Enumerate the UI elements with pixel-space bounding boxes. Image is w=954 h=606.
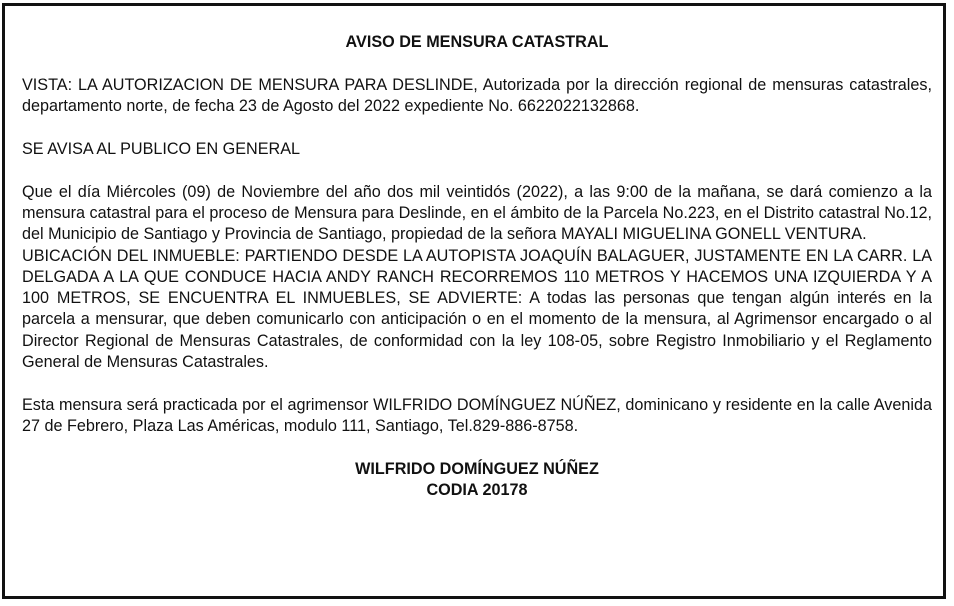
spacer [22, 373, 932, 395]
spacer [22, 160, 932, 182]
notice-title: AVISO DE MENSURA CATASTRAL [345, 33, 609, 51]
signature-codia: CODIA 20178 [426, 481, 528, 500]
surveyor-paragraph: Esta mensura será practicada por el agrimensor WILFRIDO DOMÍNGUEZ NÚÑEZ, dominicano y residente en la calle Avenida 27 de Febrero, Plaza Las Américas, modulo 111, Santiago, Tel.829-886-8758. [22, 395, 932, 436]
notice-body [22, 32, 932, 502]
signature-name: WILFRIDO DOMÍNGUEZ NÚÑEZ [355, 459, 599, 478]
spacer [22, 53, 932, 75]
public-notice-line: SE AVISA AL PUBLICO EN GENERAL [22, 139, 300, 158]
vista-paragraph: VISTA: LA AUTORIZACION DE MENSURA PARA DESLINDE, Autorizada por la dirección regional de mensuras catastrales, departamento norte, de fecha 23 de Agosto del 2022 expediente No. 6622022132868. [22, 75, 932, 116]
spacer [22, 117, 932, 139]
location-paragraph: UBICACIÓN DEL INMUEBLE: PARTIENDO DESDE LA AUTOPISTA JOAQUÍN BALAGUER, JUSTAMENTE EN LA CARR. LA DELGADA A LA QUE CONDUCE HACIA ANDY RANCH RECORREMOS 110 METROS Y HACEMOS UNA IZQUIERDA Y A 100 METROS, SE ENCUENTRA EL INMUEBLES, SE ADVIERTE: A todas las personas que tengan algún interés en la parcela a mensurar, que deben comunicarlo con anticipación o en el momento de la mensura, al Agrimensor encargado o al Director Regional de Mensuras Catastrales, de conformidad con la ley 108-05, sobre Registro Inmobiliario y el Reglamento General de Mensuras Catastrales. [22, 246, 932, 372]
date-paragraph: Que el día Miércoles (09) de Noviembre del año dos mil veintidós (2022), a las 9:00 de la mañana, se dará comienzo a la mensura catastral para el proceso de Mensura para Deslinde, en el ámbito de la Parcela No.223, en el Distrito catastral No.12, del Municipio de Santiago y Provincia de Santiago, propiedad de la señora MAYALI MIGUELINA GONELL VENTURA. [22, 182, 932, 244]
notice-frame [2, 3, 946, 599]
spacer [22, 437, 932, 459]
